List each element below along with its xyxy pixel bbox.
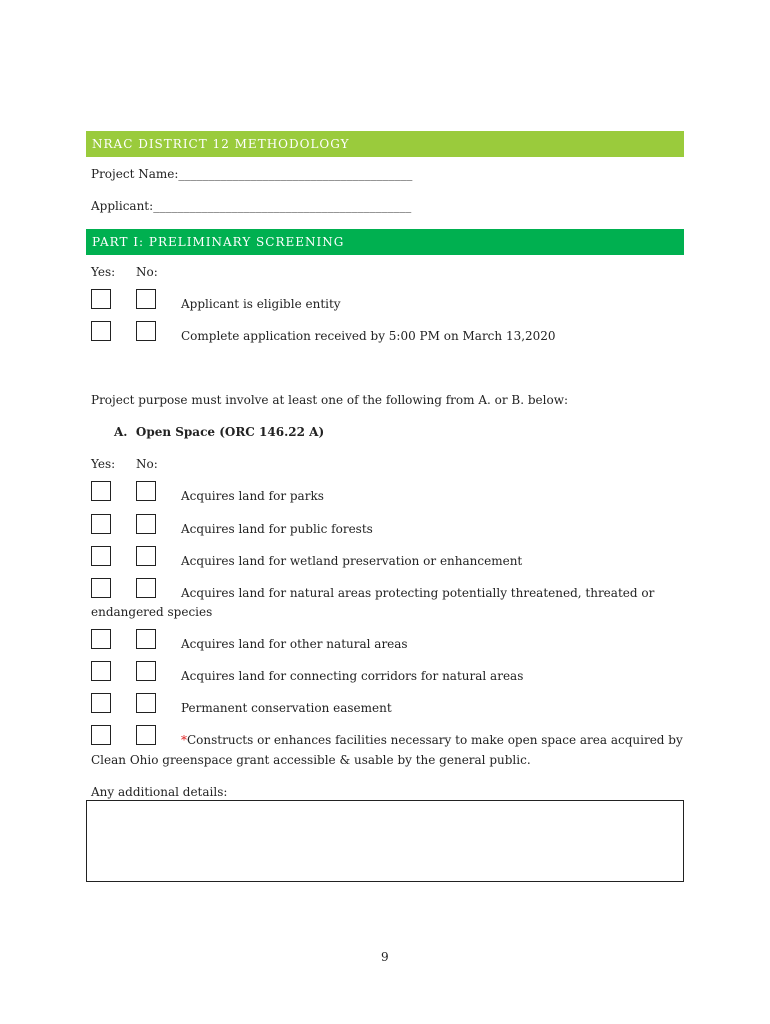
facilities-yes-checkbox[interactable] <box>91 725 111 745</box>
section-a-heading <box>114 424 324 440</box>
other-natural-areas-no-checkbox[interactable] <box>136 629 156 649</box>
wetland-no-checkbox[interactable] <box>136 546 156 566</box>
other-natural-areas-label: Acquires land for other natural areas <box>181 637 408 651</box>
public-forests-label: Acquires land for public forests <box>181 522 373 536</box>
additional-details-input[interactable] <box>86 800 684 882</box>
eligible-entity-label: Applicant is eligible entity <box>181 297 341 311</box>
parks-yes-checkbox[interactable] <box>91 481 111 501</box>
facilities-label-continued: Clean Ohio greenspace grant accessible & usable by the general public. <box>91 753 531 767</box>
project-name-field[interactable] <box>91 166 412 182</box>
eligible-entity-no-checkbox[interactable] <box>136 289 156 309</box>
threatened-species-yes-checkbox[interactable] <box>91 578 111 598</box>
page-number: 9 <box>381 950 389 964</box>
easement-label: Permanent conservation easement <box>181 701 392 715</box>
applicant-blank[interactable]: ___________________________________________ <box>153 199 412 213</box>
document-title: NRAC DISTRICT 12 METHODOLOGY <box>92 137 350 151</box>
purpose-intro: Project purpose must involve at least one of the following from A. or B. below: <box>91 393 569 407</box>
easement-no-checkbox[interactable] <box>136 693 156 713</box>
project-name-label: Project Name: <box>91 167 179 181</box>
public-forests-no-checkbox[interactable] <box>136 514 156 534</box>
document-title-bar <box>86 131 684 157</box>
required-asterisk: * <box>181 733 187 747</box>
part-1-title: PART I: PRELIMINARY SCREENING <box>92 235 345 249</box>
parks-no-checkbox[interactable] <box>136 481 156 501</box>
corridors-label: Acquires land for connecting corridors for natural areas <box>181 669 524 683</box>
corridors-yes-checkbox[interactable] <box>91 661 111 681</box>
application-received-label: Complete application received by 5:00 PM on March 13,2020 <box>181 329 556 343</box>
section-a-title: Open Space (ORC 146.22 A) <box>135 425 325 439</box>
applicant-label: Applicant: <box>91 199 154 213</box>
threatened-species-label: Acquires land for natural areas protecting potentially threatened, threated or <box>181 586 655 600</box>
easement-yes-checkbox[interactable] <box>91 693 111 713</box>
part-1-yes-header: Yes: <box>91 265 116 279</box>
application-received-yes-checkbox[interactable] <box>91 321 111 341</box>
application-received-no-checkbox[interactable] <box>136 321 156 341</box>
applicant-field[interactable] <box>91 198 411 214</box>
parks-label: Acquires land for parks <box>181 489 324 503</box>
additional-details-label: Any additional details: <box>91 785 228 799</box>
facilities-label <box>181 732 683 748</box>
public-forests-yes-checkbox[interactable] <box>91 514 111 534</box>
wetland-yes-checkbox[interactable] <box>91 546 111 566</box>
wetland-label: Acquires land for wetland preservation or enhancement <box>181 554 523 568</box>
threatened-species-no-checkbox[interactable] <box>136 578 156 598</box>
facilities-no-checkbox[interactable] <box>136 725 156 745</box>
part-1-title-bar <box>86 229 684 255</box>
section-a-yes-header: Yes: <box>91 457 116 471</box>
corridors-no-checkbox[interactable] <box>136 661 156 681</box>
facilities-label-text: Constructs or enhances facilities necessary to make open space area acquired by <box>187 733 683 747</box>
part-1-no-header: No: <box>136 265 158 279</box>
section-a-no-header: No: <box>136 457 158 471</box>
threatened-species-label-continued: endangered species <box>91 605 213 619</box>
section-a-letter: A. <box>114 425 128 439</box>
eligible-entity-yes-checkbox[interactable] <box>91 289 111 309</box>
other-natural-areas-yes-checkbox[interactable] <box>91 629 111 649</box>
project-name-blank[interactable]: _______________________________________ <box>178 167 413 181</box>
